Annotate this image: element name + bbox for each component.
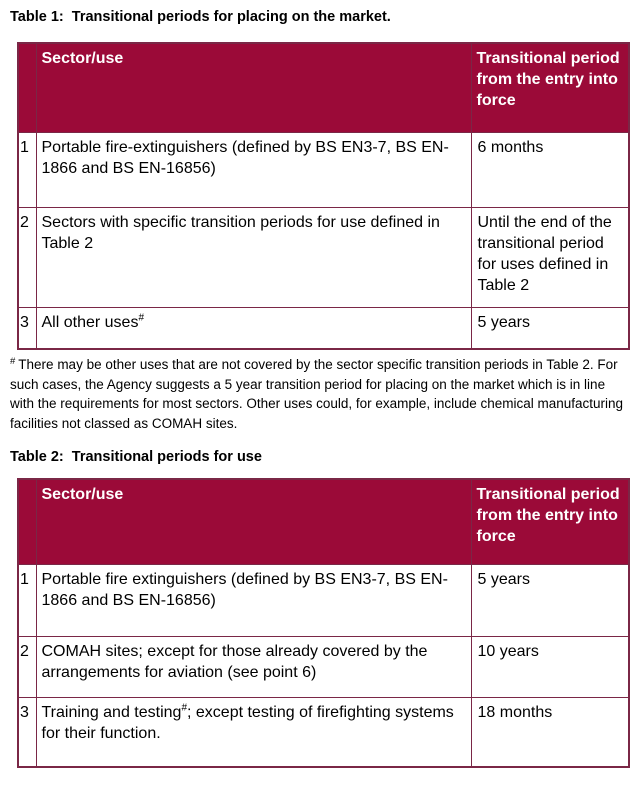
table-row xyxy=(18,697,629,767)
table-1-header-row xyxy=(18,43,629,132)
row-number: 1 xyxy=(18,132,36,207)
sector-text: Portable fire-extinguishers (defined by BS EN3-7, BS EN-1866 and BS EN-16856) xyxy=(41,138,449,177)
table-row xyxy=(18,132,629,207)
sector-text: Portable fire extinguishers (defined by BS EN3-7, BS EN-1866 and BS EN-16856) xyxy=(41,570,448,609)
table-1 xyxy=(17,42,630,350)
sector-text: Sectors with specific transition periods for use defined in Table 2 xyxy=(41,213,440,252)
period-cell: 5 years xyxy=(471,564,629,636)
table-2 xyxy=(17,478,630,768)
period-cell: 18 months xyxy=(471,697,629,767)
row-number: 3 xyxy=(18,697,36,767)
sector-text-after: ; except testing of firefighting systems for their function. xyxy=(41,703,454,742)
table-1-title: Table 1: Transitional periods for placing on the market. xyxy=(10,9,391,25)
table-row xyxy=(18,307,629,349)
column-header-sector-use: Sector/use xyxy=(36,479,471,564)
period-cell: Until the end of the transitional period for uses defined in Table 2 xyxy=(471,207,629,307)
sector-text: COMAH sites; except for those already covered by the arrangements for aviation (see point 6) xyxy=(41,642,428,681)
period-cell: 5 years xyxy=(471,307,629,349)
period-cell: 6 months xyxy=(471,132,629,207)
row-number: 1 xyxy=(18,564,36,636)
table-row xyxy=(18,207,629,307)
period-cell: 10 years xyxy=(471,636,629,697)
column-header-transitional-period: Transitional period from the entry into force xyxy=(471,43,629,132)
footnote-marker: # xyxy=(10,355,16,367)
footnote-marker: # xyxy=(138,312,144,324)
sector-text: Training and testing xyxy=(41,703,182,721)
table-2-header-row xyxy=(18,479,629,564)
sector-text: All other uses xyxy=(41,313,139,331)
table-1-footnote xyxy=(10,355,630,433)
table-2-title: Table 2: Transitional periods for use xyxy=(10,449,262,465)
table-row xyxy=(18,636,629,697)
sector-cell xyxy=(36,132,471,207)
footnote-marker: # xyxy=(181,702,187,714)
row-number: 2 xyxy=(18,636,36,697)
header-cell-blank xyxy=(18,479,36,564)
sector-cell xyxy=(36,207,471,307)
footnote-text: There may be other uses that are not covered by the sector specific transition periods in Table 2. For such cases, the Agency suggests a 5 year transition period for placing on the market which is in line with the requirements for most sectors. Other uses could, for example, include chemical manufacturing facilities not classed as COMAH sites. xyxy=(10,357,624,431)
sector-cell xyxy=(36,697,471,767)
column-header-transitional-period: Transitional period from the entry into force xyxy=(471,479,629,564)
header-cell-blank xyxy=(18,43,36,132)
row-number: 3 xyxy=(18,307,36,349)
table-row xyxy=(18,564,629,636)
row-number: 2 xyxy=(18,207,36,307)
sector-cell xyxy=(36,564,471,636)
sector-cell xyxy=(36,307,471,349)
column-header-sector-use: Sector/use xyxy=(36,43,471,132)
sector-cell xyxy=(36,636,471,697)
